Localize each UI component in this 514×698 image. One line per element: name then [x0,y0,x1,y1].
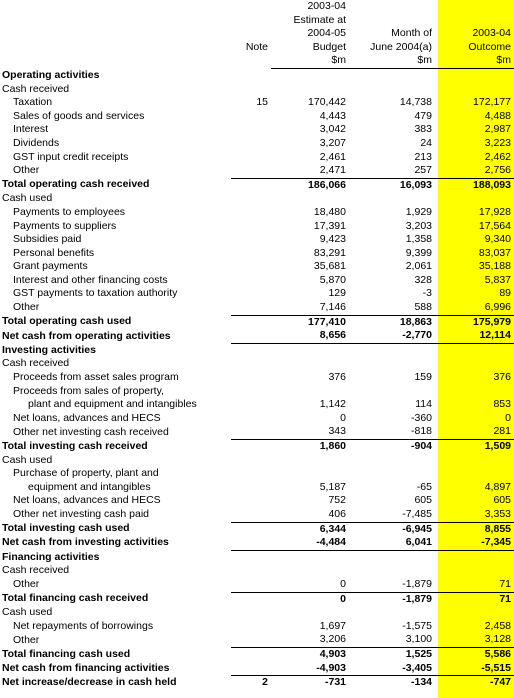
row-label: Proceeds from asset sales program [13,371,179,384]
budget-value: 17,391 [313,219,346,232]
month-value [349,192,435,206]
row-label: Dividends [13,136,60,149]
month-value: 257 [414,164,432,177]
subheading-row [0,357,514,371]
month-value: 18,863 [349,315,435,329]
month-value: 1,929 [405,205,432,218]
note-cell [231,206,271,220]
month-value: 1,358 [405,233,432,246]
note-cell [231,274,271,288]
header-outcome-unit: $m [435,54,514,68]
outcome-value: 605 [493,494,511,507]
total-row [0,592,514,606]
month-value [349,385,435,399]
outcome-value: 71 [499,577,511,590]
row-label: Net cash from operating activities [2,329,171,342]
note-cell [231,412,271,426]
month-value: -818 [410,425,432,438]
month-value: -134 [349,676,435,690]
month-value: 213 [414,150,432,163]
budget-value [271,454,349,468]
outcome-value: -7,345 [435,536,514,550]
header-note: Note [245,40,268,53]
note-cell [231,287,271,301]
outcome-value: 2,458 [484,619,511,632]
total-row [0,315,514,329]
month-value [349,68,435,82]
row-label: Purchase of property, plant and [13,467,159,480]
outcome-value: 2,987 [484,123,511,136]
budget-value: 129 [328,287,346,300]
note-cell [231,620,271,634]
month-value: 605 [414,494,432,507]
budget-value: 3,206 [319,633,346,646]
note-cell [231,633,271,647]
table-row [0,123,514,137]
table-row [0,425,514,439]
row-label: Net loans, advances and HECS [13,494,161,507]
outcome-value: 3,223 [484,136,511,149]
budget-value [271,68,349,82]
budget-value: 3,042 [319,123,346,136]
note-cell [231,481,271,495]
outcome-value: 35,188 [478,260,511,273]
note-cell [231,301,271,315]
note-cell [231,233,271,247]
header-month-line-3: Month of [391,27,432,40]
table-row [0,220,514,234]
total-row [0,676,514,690]
budget-value: 1,697 [319,619,346,632]
table-row [0,287,514,301]
table-row [0,233,514,247]
note-cell [231,662,271,676]
row-label: Cash used [2,453,53,466]
table-row [0,633,514,647]
outcome-value: 6,996 [484,301,511,314]
row-label: Subsidies paid [13,233,82,246]
outcome-value: 17,928 [478,205,511,218]
total-row [0,440,514,454]
budget-value: 4,903 [271,647,349,661]
note-cell [231,68,271,82]
outcome-value: 71 [435,592,514,606]
note-cell [231,385,271,399]
outcome-value: 83,037 [478,246,511,259]
budget-value: 0 [340,577,346,590]
month-value: 6,041 [349,536,435,550]
note-cell [231,192,271,206]
table-row [0,164,514,178]
note-cell [231,343,271,357]
row-label: GST payments to taxation authority [13,287,178,300]
outcome-value: 17,564 [478,219,511,232]
note-cell [231,123,271,137]
outcome-value [435,564,514,578]
note-cell [231,398,271,412]
header-budget-unit: $m [271,54,349,68]
note-cell [231,454,271,468]
table-row [0,151,514,165]
budget-value: 177,410 [271,315,349,329]
row-label: Other [13,164,40,177]
row-label: Cash received [2,82,70,95]
outcome-value: 1,509 [435,440,514,454]
month-value [349,606,435,620]
budget-value: 170,442 [308,96,346,109]
subheading-row [0,564,514,578]
outcome-value [435,467,514,481]
budget-value: 18,480 [313,205,346,218]
subheading-row [0,83,514,97]
outcome-value: 5,586 [435,647,514,661]
header-outcome-line-1 [435,0,514,14]
row-label: Other net investing cash paid [13,508,149,521]
header-month-line-4: June 2004(a) [370,40,432,53]
row-label: Net cash from investing activities [2,536,169,549]
header-outcome-line-3: 2003-04 [472,27,511,40]
row-label: Cash received [2,564,70,577]
note-cell [231,357,271,371]
month-value [349,564,435,578]
header-row-3 [0,27,514,41]
month-value [349,357,435,371]
row-label: Other [13,301,40,314]
budget-value [271,550,349,564]
row-label: Grant payments [13,260,88,273]
note-cell [231,536,271,550]
outcome-value [435,357,514,371]
table-row [0,467,514,481]
row-label: Taxation [13,96,53,109]
month-value [349,454,435,468]
table-row [0,620,514,634]
outcome-value: 4,897 [484,480,511,493]
budget-value [271,385,349,399]
note-cell [231,440,271,454]
row-label: GST input credit receipts [13,150,129,163]
month-value: 9,399 [405,246,432,259]
table-row [0,206,514,220]
budget-value: 83,291 [313,246,346,259]
row-label: Net cash from financing activities [2,661,170,674]
header-row-2 [0,14,514,28]
note-cell [231,592,271,606]
section-heading-row [0,68,514,82]
note-cell [231,550,271,564]
budget-value: -4,484 [271,536,349,550]
budget-value: 2,461 [319,150,346,163]
budget-value: -731 [271,676,349,690]
note-cell [231,508,271,522]
row-label: Payments to employees [13,205,126,218]
month-value: -3,405 [349,662,435,676]
outcome-value [435,343,514,357]
budget-value [271,343,349,357]
row-label: Other net investing cash received [13,425,169,438]
row-label: Total investing cash received [2,439,148,452]
table-row [0,481,514,495]
month-value: -6,945 [349,522,435,536]
outcome-value: 0 [505,411,511,424]
header-row-4 [0,41,514,55]
note-cell [231,329,271,343]
row-label: equipment and intangibles [28,480,151,493]
row-label: Net repayments of borrowings [13,619,154,632]
budget-value: 2,471 [319,164,346,177]
header-budget-line-4: Budget [312,40,346,53]
header-month-line-1 [349,0,435,14]
outcome-value: 175,979 [435,315,514,329]
outcome-value: 3,353 [484,507,511,520]
budget-value: 1,142 [319,398,346,411]
note-cell [231,260,271,274]
subheading-row [0,192,514,206]
note-cell [231,178,271,192]
budget-value [271,606,349,620]
budget-value: 6,344 [271,522,349,536]
note-cell [231,220,271,234]
note-cell [231,83,271,97]
month-value: 14,738 [399,96,432,109]
header-budget-line-1: 2003-04 [307,0,346,12]
row-label: Sales of goods and services [13,109,145,122]
table-row [0,412,514,426]
header-month-line-2 [349,14,435,28]
note-cell [231,164,271,178]
table-body [0,68,514,689]
outcome-value [435,385,514,399]
month-value: -1,879 [349,592,435,606]
note-cell [231,647,271,661]
budget-value: 752 [328,494,346,507]
month-value [349,550,435,564]
outcome-value: -5,515 [435,662,514,676]
outcome-value: 853 [493,398,511,411]
month-value: -7,485 [402,507,432,520]
note-cell [231,522,271,536]
header-outcome-line-2 [435,14,514,28]
row-label: Cash received [2,357,70,370]
month-value: 383 [414,123,432,136]
month-value: 24 [420,136,432,149]
budget-value [271,467,349,481]
row-label: Total investing cash used [2,522,130,535]
section-heading-row [0,343,514,357]
table-row [0,274,514,288]
month-value: 3,203 [405,219,432,232]
table-header [0,0,514,68]
row-label: Net loans, advances and HECS [13,411,161,424]
outcome-value: 8,855 [435,522,514,536]
note-cell [231,315,271,329]
outcome-value [435,83,514,97]
month-value: 114 [415,398,432,411]
row-label: Personal benefits [13,246,95,259]
month-value: -904 [349,440,435,454]
budget-value: 1,860 [271,440,349,454]
month-value: 479 [414,109,432,122]
header-budget-line-3: 2004-05 [307,27,346,40]
note-cell [231,578,271,592]
outcome-value: 5,837 [484,273,511,286]
outcome-value [435,454,514,468]
outcome-value: 188,093 [435,178,514,192]
month-value [349,467,435,481]
table-row [0,398,514,412]
outcome-value: 12,114 [435,329,514,343]
month-value: 328 [414,273,432,286]
table-row [0,301,514,315]
month-value: -3 [422,287,432,300]
outcome-value: 89 [499,287,511,300]
outcome-value: -747 [435,676,514,690]
net-cash-row [0,329,514,343]
month-value [349,83,435,97]
header-outcome-line-4: Outcome [468,40,511,53]
month-value: 1,525 [349,647,435,661]
outcome-value [435,606,514,620]
total-row [0,522,514,536]
row-label: Interest [13,123,49,136]
row-label: Total financing cash received [2,592,149,605]
month-value: -1,879 [402,577,432,590]
budget-value: 376 [328,371,346,384]
row-label: Operating activities [2,68,100,81]
budget-value: 8,656 [271,329,349,343]
subheading-row [0,454,514,468]
row-label: Total operating cash received [2,178,150,191]
outcome-value: 281 [493,425,511,438]
outcome-value [435,68,514,82]
note-cell [231,151,271,165]
outcome-value: 376 [493,371,511,384]
month-value [349,343,435,357]
table-row [0,494,514,508]
month-value: 16,093 [349,178,435,192]
row-label: Total operating cash used [2,315,132,328]
note-cell [231,137,271,151]
net-cash-row [0,662,514,676]
budget-value: 5,870 [319,273,346,286]
row-label: Financing activities [2,550,100,563]
note-cell [231,564,271,578]
table-row [0,371,514,385]
budget-value: 0 [340,411,346,424]
month-value: 159 [414,371,432,384]
budget-value: 406 [328,507,346,520]
month-value: -1,575 [402,619,432,632]
outcome-value: 172,177 [473,96,511,109]
month-value: 2,061 [405,260,432,273]
outcome-value: 4,488 [484,109,511,122]
budget-value: 3,207 [319,136,346,149]
month-value: 3,100 [405,633,432,646]
outcome-value [435,550,514,564]
table-row [0,578,514,592]
row-label: Interest and other financing costs [13,273,168,286]
note-cell [231,425,271,439]
note-cell [231,494,271,508]
outcome-value: 2,462 [484,150,511,163]
row-label: Cash used [2,192,53,205]
budget-value [271,83,349,97]
total-row [0,178,514,192]
row-label: Total financing cash used [2,647,131,660]
outcome-value [435,192,514,206]
row-label: Net increase/decrease in cash held [2,675,177,688]
table-row [0,508,514,522]
note-cell [231,467,271,481]
budget-value: 5,187 [319,480,346,493]
note-cell [231,606,271,620]
outcome-value: 9,340 [484,233,511,246]
month-value: -2,770 [349,329,435,343]
budget-value: -4,903 [271,662,349,676]
row-label: plant and equipment and intangibles [28,398,197,411]
total-row [0,647,514,661]
table-row [0,110,514,124]
row-label: Cash used [2,606,53,619]
budget-value: 35,681 [313,260,346,273]
net-cash-row [0,536,514,550]
outcome-value: 2,756 [484,164,511,177]
budget-value [271,357,349,371]
header-row-units [0,54,514,68]
table-row [0,137,514,151]
budget-value: 9,423 [319,233,346,246]
row-label: Other [13,578,40,591]
table-row [0,385,514,399]
budget-value: 7,146 [319,301,346,314]
budget-value: 343 [328,425,346,438]
month-value: -65 [416,480,432,493]
table-row [0,247,514,261]
row-label: Proceeds from sales of property, [13,384,164,397]
note-cell: 15 [256,96,268,109]
outcome-value: 3,128 [484,633,511,646]
row-label: Other [13,633,40,646]
budget-value: 186,066 [271,178,349,192]
note-cell [231,371,271,385]
note-cell: 2 [231,676,271,690]
budget-value: 0 [271,592,349,606]
table-row [0,96,514,110]
subheading-row [0,606,514,620]
row-label: Investing activities [2,343,96,356]
month-value: -360 [410,411,432,424]
budget-value [271,192,349,206]
table-row [0,260,514,274]
note-cell [231,110,271,124]
budget-value [271,564,349,578]
header-budget-line-2: Estimate at [293,13,346,26]
budget-value: 4,443 [319,109,346,122]
header-row-1 [0,0,514,14]
row-label: Payments to suppliers [13,219,117,232]
header-month-unit: $m [349,54,435,68]
month-value: 588 [414,301,432,314]
section-heading-row [0,550,514,564]
note-cell [231,247,271,261]
